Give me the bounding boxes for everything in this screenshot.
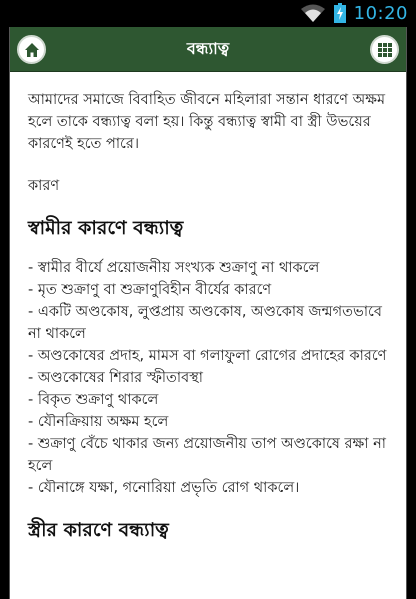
home-icon	[24, 42, 40, 58]
grid-icon	[377, 42, 393, 58]
wife-causes-heading: স্ত্রীর কারণে বন্ধ্যাত্ব	[28, 519, 169, 541]
list-item: - শুক্রাণু বেঁচে থাকার জন্য প্রয়োজনীয় তাপ অণ্ডকোষে রক্ষা না হলে	[28, 436, 386, 474]
battery-icon	[334, 3, 346, 23]
page-title: বন্ধ্যাত্ব	[186, 39, 230, 58]
menu-grid-button[interactable]	[370, 35, 399, 64]
status-icons	[300, 0, 416, 26]
list-item: - বিকৃত শুক্রাণু থাকলে	[28, 392, 159, 408]
app-toolbar	[10, 27, 406, 72]
list-item: - মৃত শুক্রাণু বা শুক্রাণুবিহীন বীর্যের কারণে	[28, 282, 272, 298]
causes-label: কারণ	[28, 178, 60, 194]
article-content[interactable]	[10, 73, 406, 599]
list-item: - যৌনাঙ্গে যক্ষা, গনোরিয়া প্রভৃতি রোগ থাকলে।	[28, 480, 300, 496]
husband-causes-list	[28, 257, 388, 499]
clock: 10:20	[353, 2, 408, 24]
list-item: - যৌনক্রিয়ায় অক্ষম হলে	[28, 414, 169, 430]
home-button[interactable]	[17, 35, 46, 64]
wifi-icon	[300, 3, 326, 23]
intro-paragraph: আমাদের সমাজে বিবাহিত জীবনে মহিলারা সন্তান ধারণে অক্ষম হলে তাকে বন্ধ্যাত্ব বলা হয়। কিন্তু বন্ধ্যাত্ব স্বামী বা স্ত্রী উভয়ের কারণেই হতে পারে।	[28, 92, 385, 152]
app-window	[9, 27, 407, 599]
status-bar	[0, 0, 416, 26]
list-item: - অণ্ডকোষের প্রদাহ, মামস বা গলাফুলা রোগের প্রদাহের কারণে	[28, 348, 387, 364]
list-item: - স্বামীর বীর্যে প্রয়োজনীয় সংখ্যক শুক্রাণু না থাকলে	[28, 260, 320, 276]
list-item: - একটি অণ্ডকোষ, লুপ্তপ্রায় অণ্ডকোষ, অণ্ডকোষ জন্মগতভাবে না থাকলে	[28, 304, 382, 342]
list-item: - অণ্ডকোষের শিরার স্ফীতাবস্থা	[28, 370, 204, 386]
husband-causes-heading: স্বামীর কারণে বন্ধ্যাত্ব	[28, 217, 184, 239]
